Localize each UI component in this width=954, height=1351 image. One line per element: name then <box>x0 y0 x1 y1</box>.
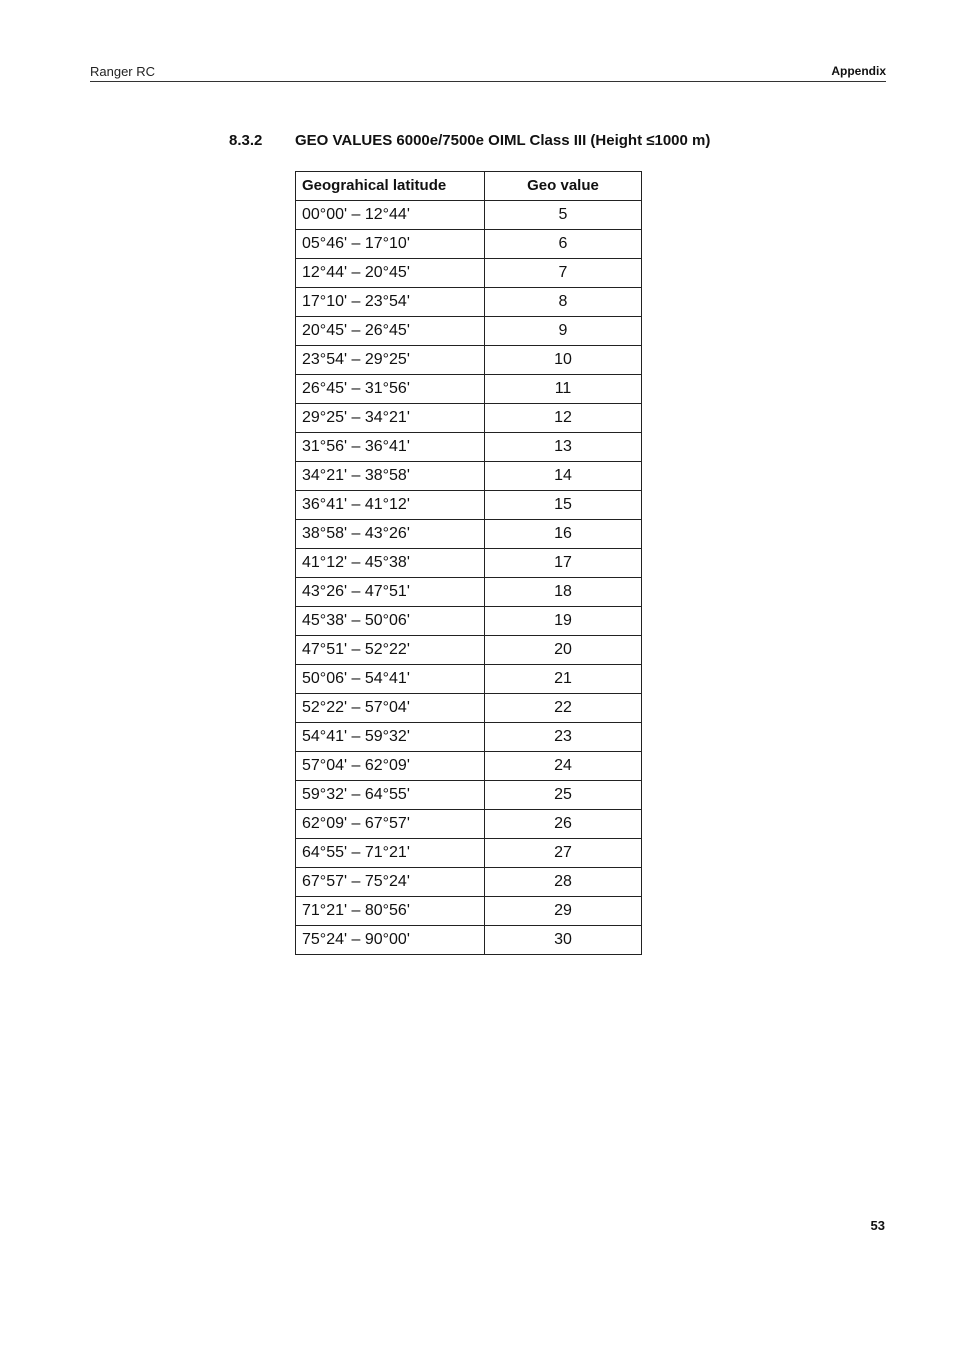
geo-value-cell: 27 <box>485 839 642 868</box>
table-row <box>296 375 642 404</box>
latitude-range-cell: 62°09' – 67°57' <box>296 810 485 839</box>
latitude-range-cell: 20°45' – 26°45' <box>296 317 485 346</box>
latitude-range-cell: 23°54' – 29°25' <box>296 346 485 375</box>
geo-value-cell: 22 <box>485 694 642 723</box>
geo-value-cell: 30 <box>485 926 642 955</box>
geo-value-cell: 23 <box>485 723 642 752</box>
geo-value-cell: 5 <box>485 201 642 230</box>
latitude-range-cell: 36°41' – 41°12' <box>296 491 485 520</box>
page-number: 53 <box>870 1218 885 1233</box>
latitude-range-cell: 64°55' – 71°21' <box>296 839 485 868</box>
latitude-range-cell: 05°46' – 17°10' <box>296 230 485 259</box>
table-row <box>296 607 642 636</box>
section-number: 8.3.2 <box>229 132 263 149</box>
geo-values-table <box>295 171 642 955</box>
geo-value-cell: 26 <box>485 810 642 839</box>
geo-value-cell: 7 <box>485 259 642 288</box>
latitude-range-cell: 47°51' – 52°22' <box>296 636 485 665</box>
geo-value-cell: 13 <box>485 433 642 462</box>
table-row <box>296 462 642 491</box>
geo-value-cell: 11 <box>485 375 642 404</box>
table-row <box>296 839 642 868</box>
table-row <box>296 897 642 926</box>
latitude-range-cell: 41°12' – 45°38' <box>296 549 485 578</box>
geo-value-cell: 24 <box>485 752 642 781</box>
column-header-geo-value: Geo value <box>485 172 642 201</box>
latitude-range-cell: 50°06' – 54°41' <box>296 665 485 694</box>
table-row <box>296 201 642 230</box>
table-row <box>296 520 642 549</box>
table-row <box>296 752 642 781</box>
latitude-range-cell: 26°45' – 31°56' <box>296 375 485 404</box>
latitude-range-cell: 67°57' – 75°24' <box>296 868 485 897</box>
geo-value-cell: 20 <box>485 636 642 665</box>
geo-value-cell: 12 <box>485 404 642 433</box>
latitude-range-cell: 00°00' – 12°44' <box>296 201 485 230</box>
table-row <box>296 259 642 288</box>
geo-value-cell: 15 <box>485 491 642 520</box>
table-row <box>296 317 642 346</box>
column-header-latitude: Geograhical latitude <box>296 172 485 201</box>
latitude-range-cell: 71°21' – 80°56' <box>296 897 485 926</box>
table-row <box>296 694 642 723</box>
table-body <box>296 201 642 955</box>
geo-value-cell: 21 <box>485 665 642 694</box>
latitude-range-cell: 57°04' – 62°09' <box>296 752 485 781</box>
table-row <box>296 288 642 317</box>
geo-value-cell: 18 <box>485 578 642 607</box>
latitude-range-cell: 34°21' – 38°58' <box>296 462 485 491</box>
latitude-range-cell: 12°44' – 20°45' <box>296 259 485 288</box>
table-row <box>296 723 642 752</box>
table-row <box>296 346 642 375</box>
table-row <box>296 868 642 897</box>
latitude-range-cell: 31°56' – 36°41' <box>296 433 485 462</box>
document-title: Ranger RC <box>90 64 156 79</box>
table-row <box>296 433 642 462</box>
table-row <box>296 926 642 955</box>
table-row <box>296 578 642 607</box>
section-label: Appendix <box>831 64 886 78</box>
latitude-range-cell: 29°25' – 34°21' <box>296 404 485 433</box>
table-row <box>296 549 642 578</box>
section-title: GEO VALUES 6000e/7500e OIML Class III (Height ≤1000 m) <box>295 132 711 149</box>
latitude-range-cell: 75°24' – 90°00' <box>296 926 485 955</box>
table-header-row <box>296 172 642 201</box>
latitude-range-cell: 59°32' – 64°55' <box>296 781 485 810</box>
table-row <box>296 230 642 259</box>
latitude-range-cell: 54°41' – 59°32' <box>296 723 485 752</box>
table-row <box>296 665 642 694</box>
latitude-range-cell: 17°10' – 23°54' <box>296 288 485 317</box>
geo-value-cell: 10 <box>485 346 642 375</box>
table-row <box>296 810 642 839</box>
table-row <box>296 404 642 433</box>
latitude-range-cell: 38°58' – 43°26' <box>296 520 485 549</box>
geo-value-cell: 19 <box>485 607 642 636</box>
latitude-range-cell: 52°22' – 57°04' <box>296 694 485 723</box>
geo-value-cell: 8 <box>485 288 642 317</box>
geo-value-cell: 28 <box>485 868 642 897</box>
table-row <box>296 636 642 665</box>
geo-value-cell: 9 <box>485 317 642 346</box>
header-divider <box>90 81 886 82</box>
latitude-range-cell: 45°38' – 50°06' <box>296 607 485 636</box>
latitude-range-cell: 43°26' – 47°51' <box>296 578 485 607</box>
table-row <box>296 781 642 810</box>
geo-value-cell: 16 <box>485 520 642 549</box>
geo-value-cell: 14 <box>485 462 642 491</box>
geo-value-cell: 25 <box>485 781 642 810</box>
geo-value-cell: 29 <box>485 897 642 926</box>
geo-value-cell: 17 <box>485 549 642 578</box>
geo-value-cell: 6 <box>485 230 642 259</box>
table-row <box>296 491 642 520</box>
